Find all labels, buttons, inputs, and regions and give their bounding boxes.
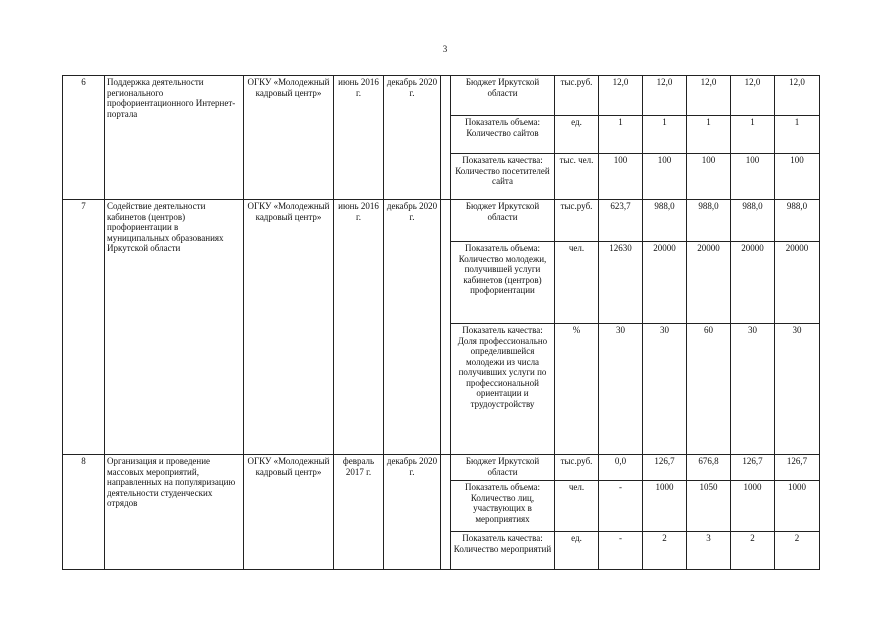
unit: чел. xyxy=(555,242,599,324)
table-row xyxy=(63,76,820,116)
indicator: Показатель объема: Количество сайтов xyxy=(451,116,555,154)
value-cell: 988,0 xyxy=(643,200,687,242)
row-number: 8 xyxy=(63,455,105,570)
spacer-cell xyxy=(441,200,451,455)
unit: тыс. чел. xyxy=(555,154,599,200)
row-number: 7 xyxy=(63,200,105,455)
value-cell: 20000 xyxy=(643,242,687,324)
value-cell: 1000 xyxy=(731,481,775,532)
value-cell: 623,7 xyxy=(599,200,643,242)
indicator: Бюджет Иркутской области xyxy=(451,76,555,116)
start-date: июнь 2016 г. xyxy=(334,200,384,455)
value-cell: - xyxy=(599,481,643,532)
spacer-cell xyxy=(441,76,451,200)
value-cell: 30 xyxy=(643,324,687,455)
value-cell: 126,7 xyxy=(731,455,775,481)
value-cell: 12,0 xyxy=(599,76,643,116)
value-cell: 100 xyxy=(731,154,775,200)
value-cell: - xyxy=(599,532,643,570)
value-cell: 988,0 xyxy=(775,200,820,242)
indicator: Показатель объема: Количество лиц, участвующих в мероприятиях xyxy=(451,481,555,532)
value-cell: 1 xyxy=(731,116,775,154)
start-date: июнь 2016 г. xyxy=(334,76,384,200)
end-date: декабрь 2020 г. xyxy=(384,76,441,200)
start-date: февраль 2017 г. xyxy=(334,455,384,570)
value-cell: 1000 xyxy=(643,481,687,532)
value-cell: 1050 xyxy=(687,481,731,532)
value-cell: 30 xyxy=(599,324,643,455)
value-cell: 2 xyxy=(731,532,775,570)
value-cell: 12,0 xyxy=(687,76,731,116)
value-cell: 1 xyxy=(775,116,820,154)
value-cell: 12630 xyxy=(599,242,643,324)
value-cell: 988,0 xyxy=(687,200,731,242)
executor: ОГКУ «Молодежный кадровый центр» xyxy=(244,200,334,455)
table-row xyxy=(63,455,820,481)
program-activities-table xyxy=(62,75,820,570)
table-row xyxy=(63,200,820,242)
indicator: Бюджет Иркутской области xyxy=(451,200,555,242)
unit: % xyxy=(555,324,599,455)
spacer-cell xyxy=(441,455,451,570)
value-cell: 100 xyxy=(599,154,643,200)
unit: тыс.руб. xyxy=(555,76,599,116)
value-cell: 12,0 xyxy=(775,76,820,116)
unit: тыс.руб. xyxy=(555,200,599,242)
value-cell: 988,0 xyxy=(731,200,775,242)
value-cell: 1000 xyxy=(775,481,820,532)
value-cell: 20000 xyxy=(731,242,775,324)
value-cell: 100 xyxy=(775,154,820,200)
row-number: 6 xyxy=(63,76,105,200)
value-cell: 20000 xyxy=(775,242,820,324)
value-cell: 2 xyxy=(775,532,820,570)
value-cell: 126,7 xyxy=(643,455,687,481)
value-cell: 0,0 xyxy=(599,455,643,481)
value-cell: 1 xyxy=(687,116,731,154)
page-number: 3 xyxy=(442,44,448,54)
value-cell: 30 xyxy=(731,324,775,455)
value-cell: 3 xyxy=(687,532,731,570)
value-cell: 12,0 xyxy=(731,76,775,116)
value-cell: 2 xyxy=(643,532,687,570)
value-cell: 100 xyxy=(643,154,687,200)
indicator: Бюджет Иркутской области xyxy=(451,455,555,481)
activity-name: Содействие деятельности кабинетов (центров) профориентации в муниципальных образованиях Иркутской области xyxy=(105,200,244,455)
executor: ОГКУ «Молодежный кадровый центр» xyxy=(244,76,334,200)
indicator: Показатель качества: Количество посетителей сайта xyxy=(451,154,555,200)
unit: ед. xyxy=(555,116,599,154)
value-cell: 20000 xyxy=(687,242,731,324)
unit: ед. xyxy=(555,532,599,570)
value-cell: 676,8 xyxy=(687,455,731,481)
activity-name: Поддержка деятельности регионального профориентационного Интернет-портала xyxy=(105,76,244,200)
end-date: декабрь 2020 г. xyxy=(384,455,441,570)
executor: ОГКУ «Молодежный кадровый центр» xyxy=(244,455,334,570)
value-cell: 1 xyxy=(643,116,687,154)
unit: тыс.руб. xyxy=(555,455,599,481)
indicator: Показатель качества: Доля профессионально определившейся молодежи из числа получивших услуги по профессиональной ориентации и трудоустройству xyxy=(451,324,555,455)
value-cell: 126,7 xyxy=(775,455,820,481)
value-cell: 12,0 xyxy=(643,76,687,116)
end-date: декабрь 2020 г. xyxy=(384,200,441,455)
value-cell: 30 xyxy=(775,324,820,455)
value-cell: 100 xyxy=(687,154,731,200)
unit: чел. xyxy=(555,481,599,532)
value-cell: 60 xyxy=(687,324,731,455)
value-cell: 1 xyxy=(599,116,643,154)
indicator: Показатель объема: Количество молодежи, получившей услуги кабинетов (центров) профориентации xyxy=(451,242,555,324)
activity-name: Организация и проведение массовых мероприятий, направленных на популяризацию деятельности студенческих отрядов xyxy=(105,455,244,570)
indicator: Показатель качества: Количество мероприятий xyxy=(451,532,555,570)
